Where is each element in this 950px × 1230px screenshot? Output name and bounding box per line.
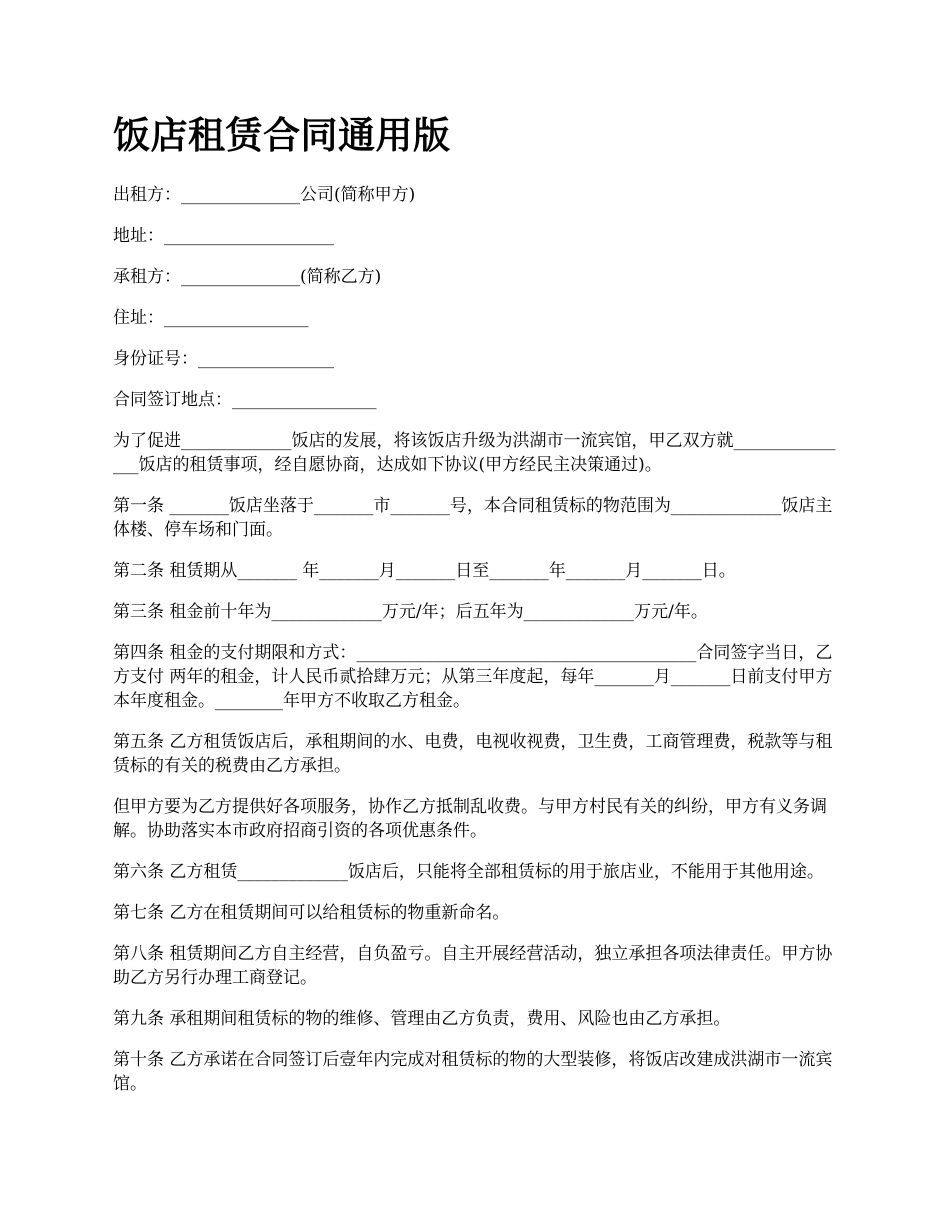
article-3: 第三条 租金前十年为_____________万元/年；后五年为_____________万元/年。	[113, 602, 708, 622]
article-5-continuation: 但甲方要为乙方提供好各项服务，协作乙方抵制乱收费。与甲方村民有关的纠纷，甲方有义务调解。协助落实本市政府招商引资的各项优惠条件。	[113, 797, 827, 841]
article-6: 第六条 乙方租赁_____________饭店后，只能将全部租赁标的用于旅店业，不能用于其他用途。	[113, 862, 824, 882]
id-number-line: 身份证号：________________	[113, 349, 334, 369]
article-9: 第九条 承租期间租赁标的物的维修、管理由乙方负责，费用、风险也由乙方承担。	[113, 1009, 731, 1029]
article-7: 第七条 乙方在租赁期间可以给租赁标的物重新命名。	[113, 903, 510, 923]
article-10: 第十条 乙方承诺在合同签订后壹年内完成对租赁标的物的大型装修，将饭店改建成洪湖市一流宾馆。	[113, 1050, 833, 1094]
document-page	[113, 110, 840, 1113]
document-title: 饭店租赁合同通用版	[113, 113, 451, 157]
lessor-line: 出租方：______________公司(简称甲方)	[113, 185, 416, 205]
signing-place-line: 合同签订地点：_________________	[113, 390, 377, 410]
lessee-residence-line: 住址：_________________	[113, 308, 309, 328]
lessor-address-line: 地址：____________________	[113, 226, 334, 246]
article-4: 第四条 租金的支付期限和方式：________________________________________合同签字当日，乙方支付 两年的租金，计人民币贰拾肆万元；从第三年度起，每年_______月_______日前支付甲方本年度租金。________年甲方不收取乙方租金。	[113, 643, 833, 711]
lessee-line: 承租方：______________(简称乙方)	[113, 267, 382, 287]
preamble-paragraph: 为了促进_____________饭店的发展，将该饭店升级为洪湖市一流宾馆，甲乙双方就_______________饭店的租赁事项，经自愿协商，达成如下协议(甲方经民主决策通过)。	[113, 431, 836, 475]
article-1: 第一条 _______饭店坐落于_______市_______号，本合同租赁标的物范围为_____________饭店主体楼、停车场和门面。	[113, 496, 833, 540]
article-5: 第五条 乙方租赁饭店后，承租期间的水、电费，电视收视费，卫生费，工商管理费，税款等与租赁标的有关的税费由乙方承担。	[113, 732, 833, 776]
article-2: 第二条 租赁期从_______ 年_______月_______日至_______年_______月_______日。	[113, 561, 736, 581]
article-8: 第八条 租赁期间乙方自主经营，自负盈亏。自主开展经营活动，独立承担各项法律责任。甲方协助乙方另行办理工商登记。	[113, 944, 833, 988]
